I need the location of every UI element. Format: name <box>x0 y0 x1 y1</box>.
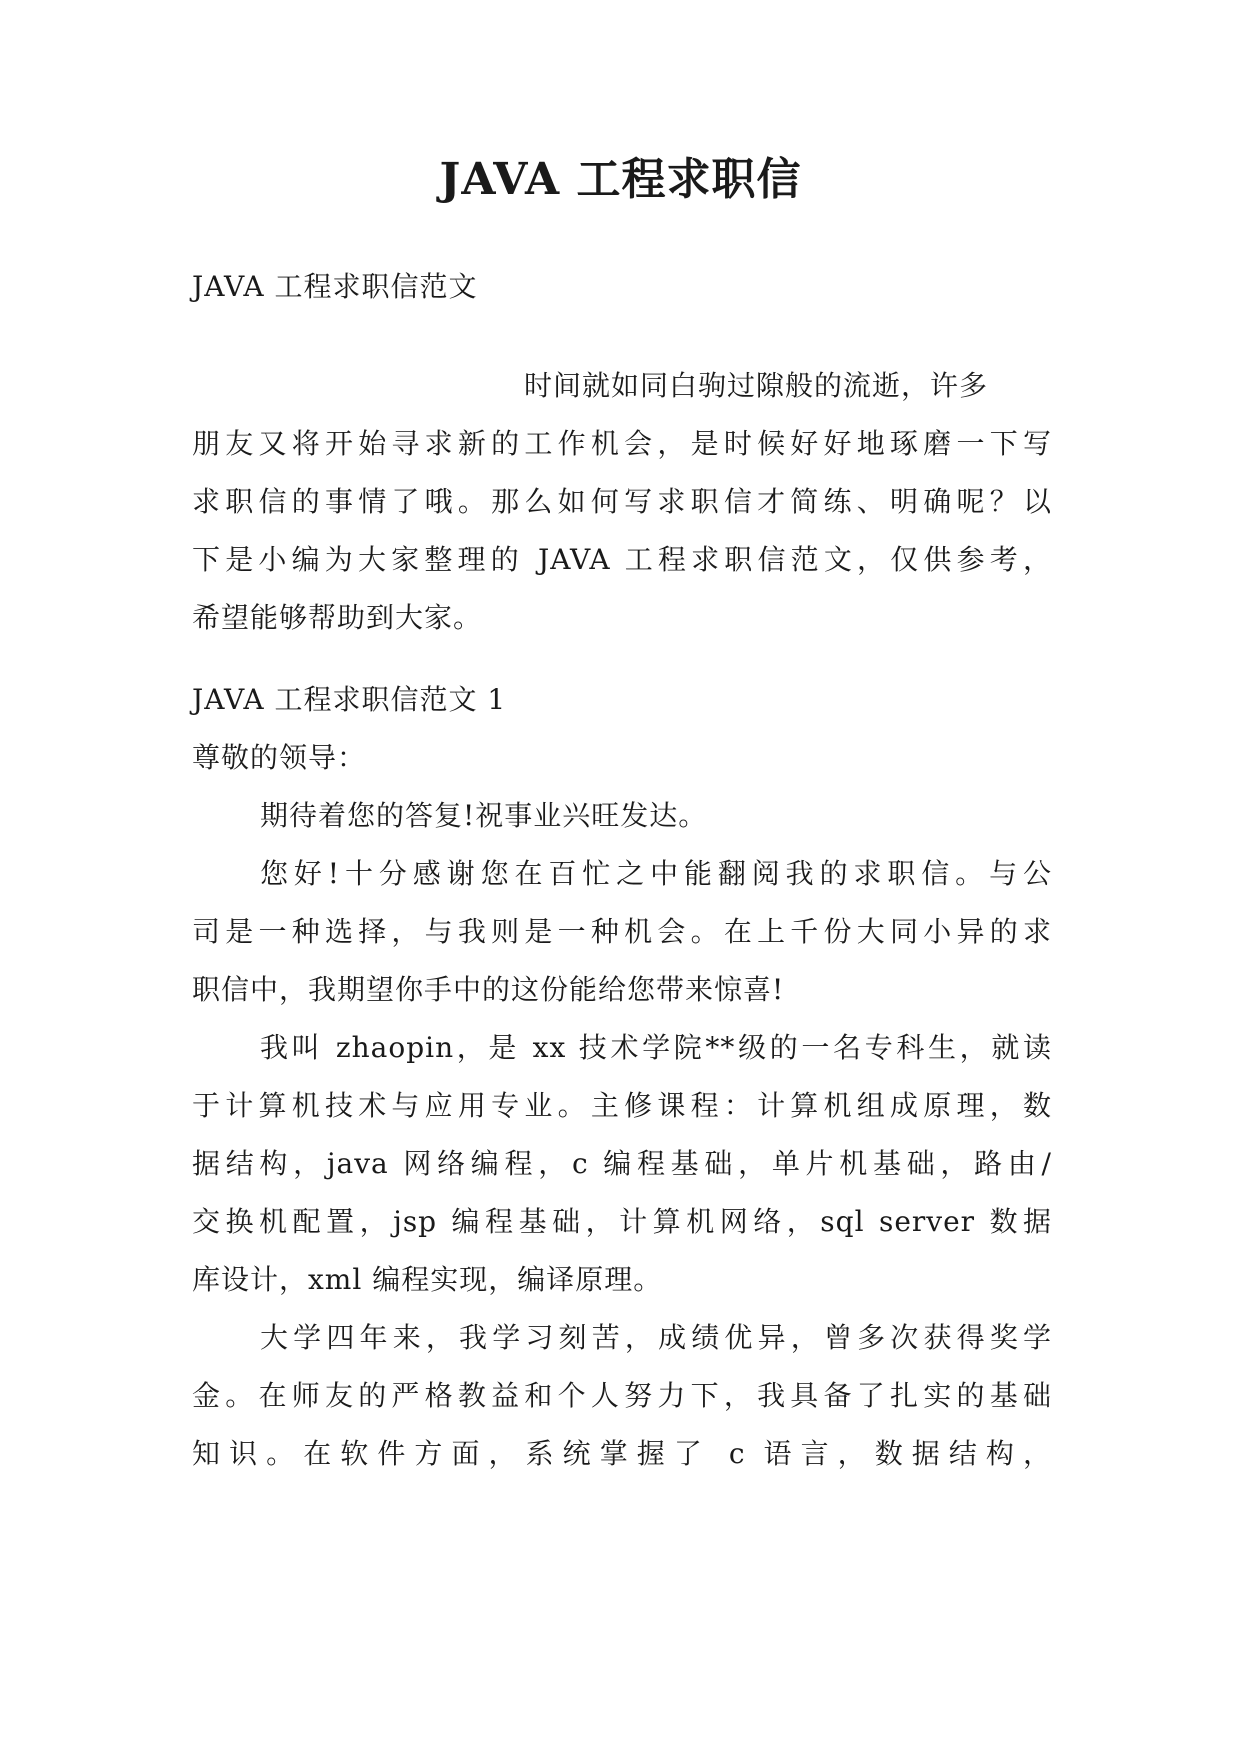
document-subtitle: JAVA 工程求职信范文 <box>192 270 478 303</box>
paragraph-line: 于计算机技术与应用专业。主修课程：计算机组成原理，数 <box>192 1089 1052 1122</box>
paragraph-line: 您好!十分感谢您在百忙之中能翻阅我的求职信。与公 <box>260 857 1052 890</box>
paragraph-line: 据结构，java 网络编程，c 编程基础，单片机基础，路由/ <box>192 1147 1052 1180</box>
paragraph-line: 时间就如同白驹过隙般的流逝，许多 <box>524 369 989 402</box>
section-heading: JAVA 工程求职信范文 1 <box>192 683 507 716</box>
paragraph-line: 知识。在软件方面，系统掌握了 c 语言，数据结构， <box>192 1437 1052 1470</box>
paragraph-line: 职信中，我期望你手中的这份能给您带来惊喜! <box>192 973 785 1006</box>
paragraph-line: 朋友又将开始寻求新的工作机会，是时候好好地琢磨一下写 <box>192 427 1052 460</box>
paragraph-line: 下是小编为大家整理的 JAVA 工程求职信范文，仅供参考， <box>192 543 1052 576</box>
closing-line: 期待着您的答复!祝事业兴旺发达。 <box>260 799 708 832</box>
subtitle-block <box>192 258 1052 316</box>
paragraph-line: 我叫 zhaopin，是 xx 技术学院**级的一名专科生，就读 <box>260 1031 1052 1064</box>
document-title: JAVA 工程求职信 <box>439 154 802 205</box>
intro-paragraph <box>192 357 1052 647</box>
paragraph-line: 希望能够帮助到大家。 <box>192 601 483 634</box>
paragraph-line: 库设计，xml 编程实现，编译原理。 <box>192 1263 663 1296</box>
paragraph-line: 大学四年来，我学习刻苦，成绩优异，曾多次获得奖学 <box>260 1321 1052 1354</box>
letter-body <box>192 671 1052 1483</box>
paragraph-line: 司是一种选择，与我则是一种机会。在上千份大同小异的求 <box>192 915 1052 948</box>
paragraph-line: 金。在师友的严格教益和个人努力下，我具备了扎实的基础 <box>192 1379 1052 1412</box>
paragraph-line: 交换机配置，jsp 编程基础，计算机网络，sql server 数据 <box>192 1205 1052 1238</box>
paragraph-line: 求职信的事情了哦。那么如何写求职信才简练、明确呢？以 <box>192 485 1052 518</box>
salutation: 尊敬的领导： <box>192 741 367 774</box>
